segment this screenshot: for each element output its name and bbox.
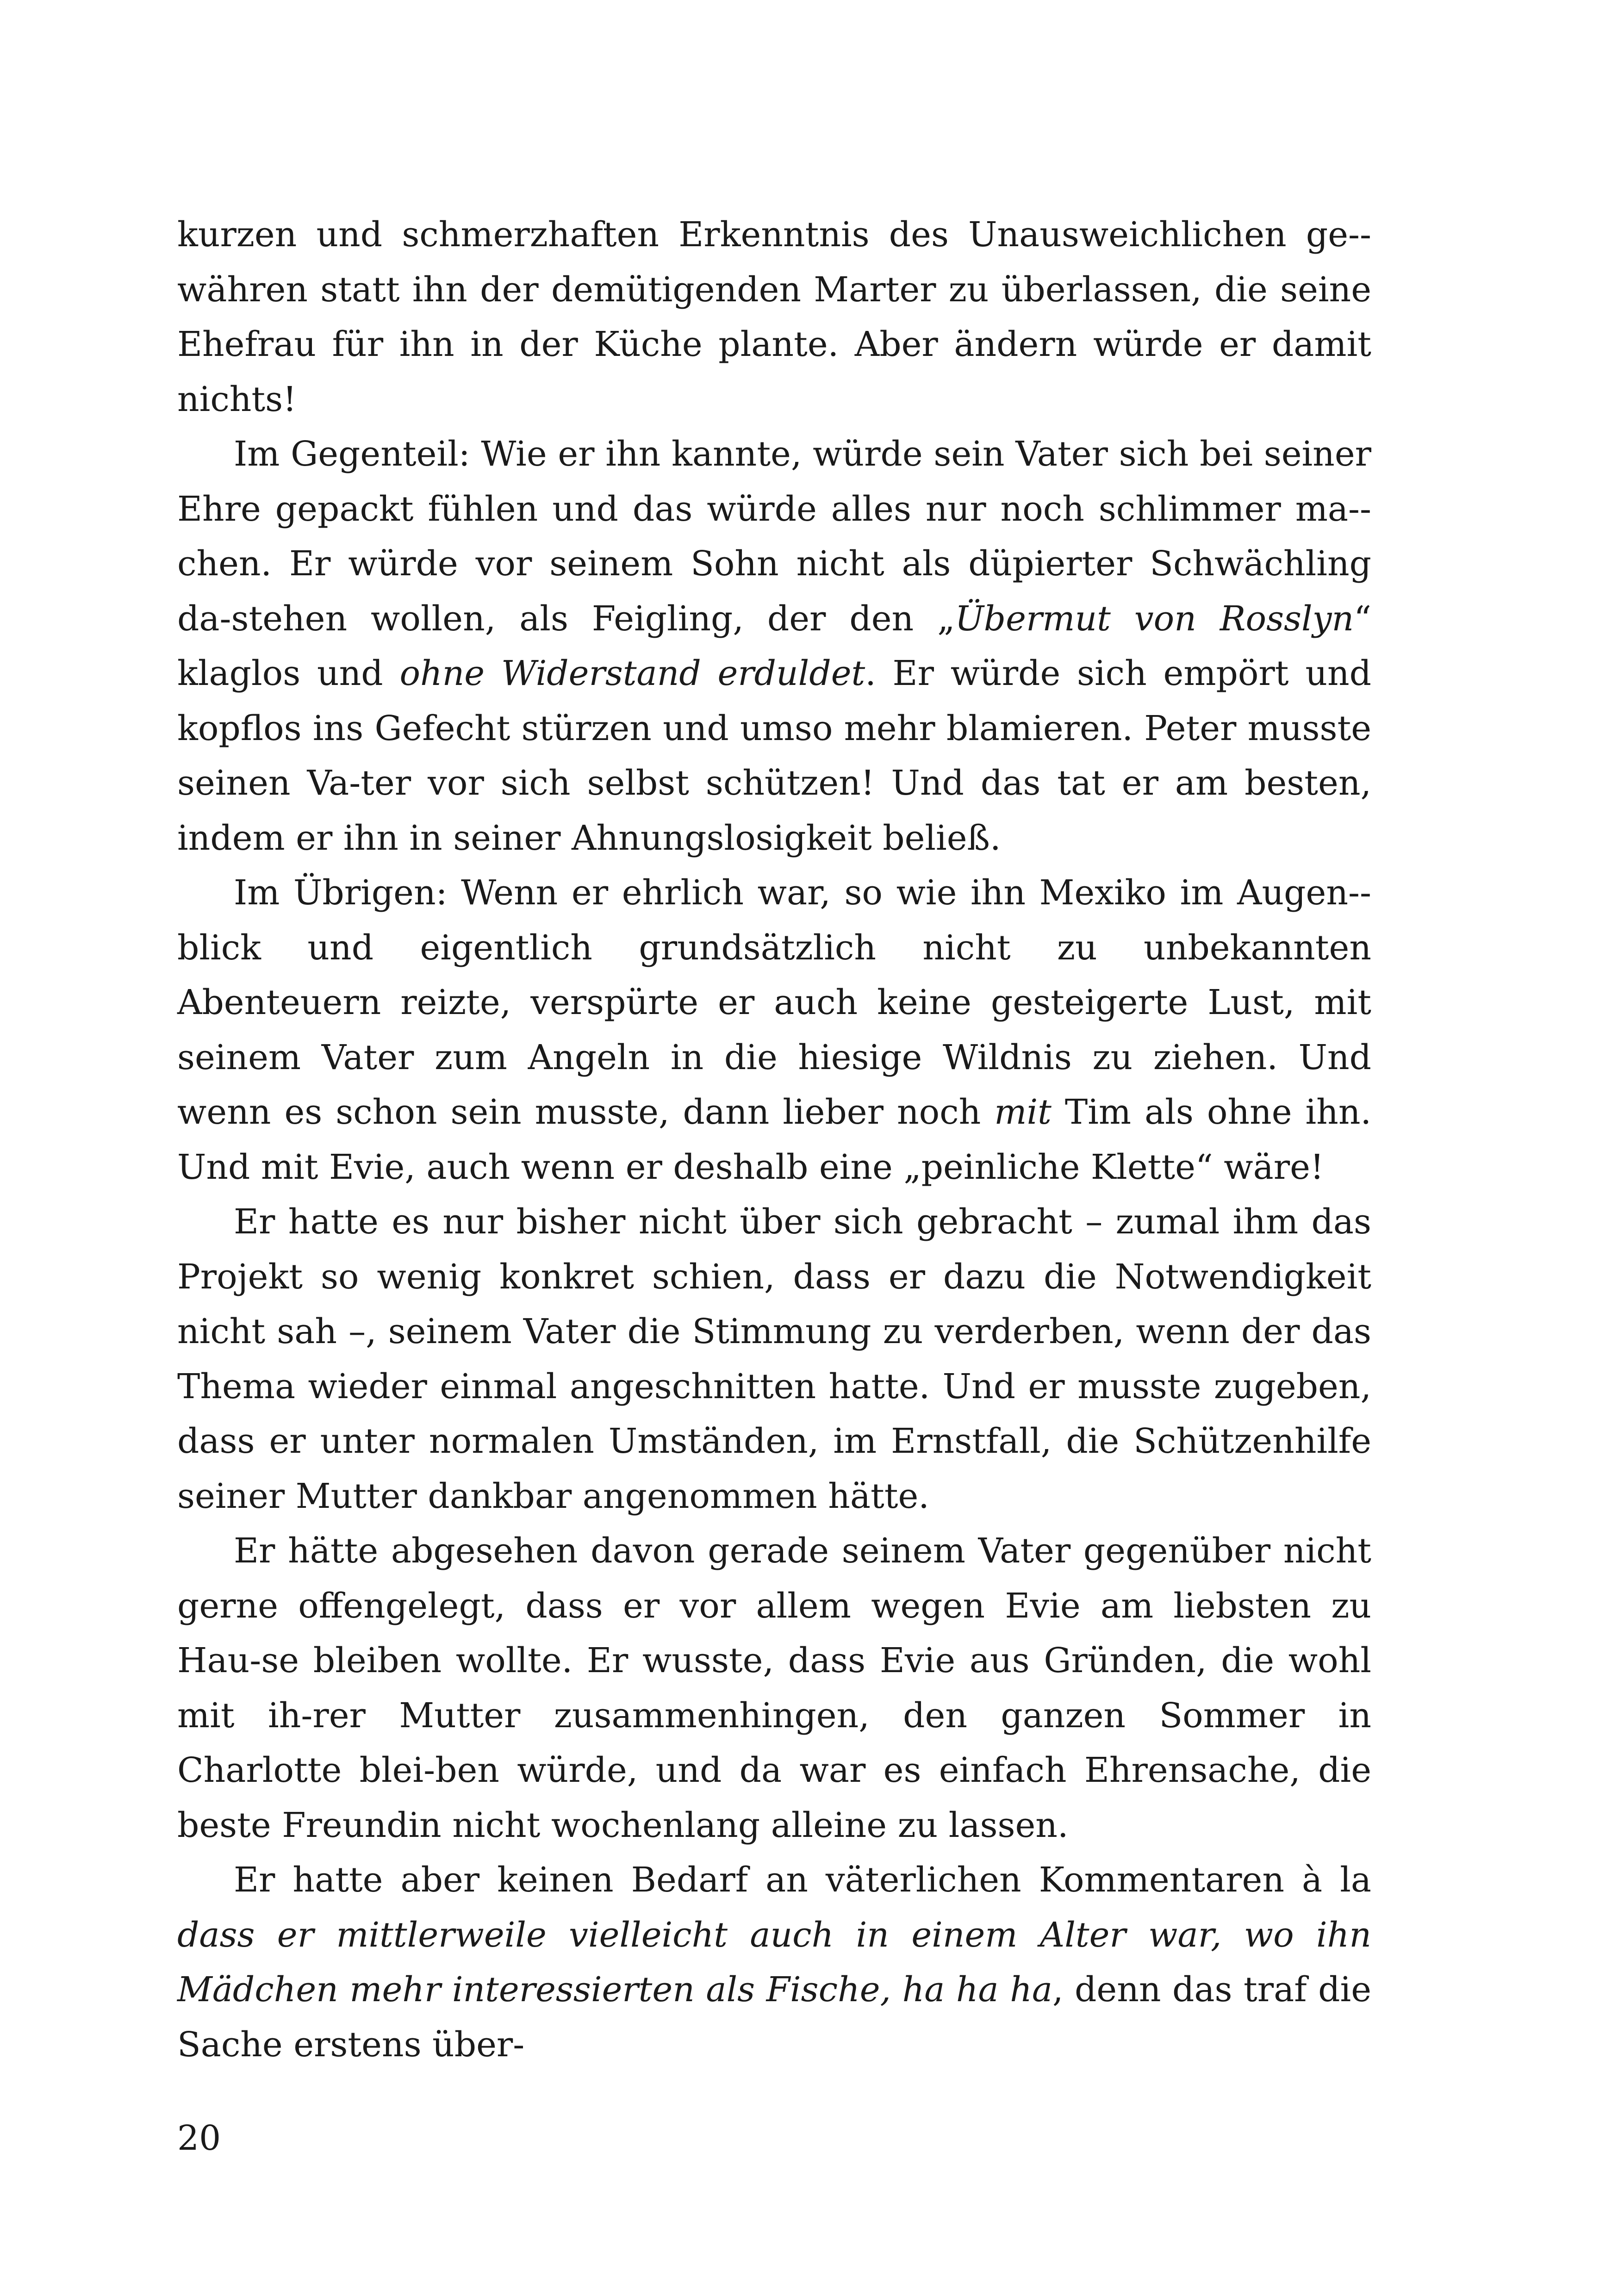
italic-run: Übermut von Rosslyn [955, 598, 1354, 639]
italic-run: ohne Widerstand erduldet [399, 653, 865, 693]
italic-run: mit [994, 1092, 1052, 1132]
text-run: kurzen und schmerzhaften Erkenntnis des Unausweichlichen ge-währen statt ihn der demütigenden Marter zu überlassen, die seine Ehefrau für ihn in der Küche plante. Aber ändern würde er damit nichts! [177, 215, 1371, 419]
paragraph [177, 427, 1371, 865]
paragraph [177, 865, 1371, 1195]
paragraph [177, 1853, 1371, 2072]
italic-run: dass er mittlerweile vielleicht auch in einem Alter war, wo ihn Mädchen mehr interessierten als Fische, ha ha ha [177, 1915, 1371, 2010]
paragraph [177, 1524, 1371, 1853]
text-run: Er hatte aber keinen Bedarf an väterlichen Kommentaren à la [234, 1860, 1371, 1900]
text-run: Im Gegenteil: Wie er ihn kannte, würde sein Vater sich bei seiner Ehre gepackt fühlen und das würde alles nur noch schlimmer ma-chen. Er würde vor seinem Sohn nicht als düpierter Schwächling da-stehen wollen, als Feigling, der den „ [177, 434, 1371, 639]
paragraph [177, 207, 1371, 427]
text-run: Er hätte abgesehen davon gerade seinem Vater gegenüber nicht gerne offengelegt, dass er vor allem wegen Evie am liebsten zu Hau-se bleiben wollte. Er wusste, dass Evie aus Gründen, die wohl mit ih-rer Mutter zusammenhingen, den ganzen Sommer in Charlotte blei-ben würde, und da war es einfach Ehrensache, die beste Freundin nicht wochenlang alleine zu lassen. [177, 1531, 1371, 1845]
text-run: Tim als ohne ihn. Und mit Evie, auch wenn er deshalb eine „peinliche Klette“ wäre! [177, 1092, 1372, 1187]
body-text [177, 207, 1371, 2072]
text-run: “ klaglos und [177, 598, 1371, 693]
text-run: , denn das traf die Sache erstens über- [177, 1970, 1371, 2065]
text-run: Er hatte es nur bisher nicht über sich gebracht – zumal ihm das Projekt so wenig konkret schien, dass er dazu die Notwendigkeit nicht sah –, seinem Vater die Stimmung zu verderben, wenn der das Thema wieder einmal angeschnitten hatte. Und er musste zugeben, dass er unter normalen Umständen, im Ernstfall, die Schützenhilfe seiner Mutter dankbar angenommen hätte. [177, 1202, 1371, 1516]
text-run: Im Übrigen: Wenn er ehrlich war, so wie ihn Mexiko im Augen-blick und eigentlich grundsätzlich nicht zu unbekannten Abenteuern reizte, verspürte er auch keine gesteigerte Lust, mit seinem Vater zum Angeln in die hiesige Wildnis zu ziehen. Und wenn es schon sein musste, dann lieber noch [177, 873, 1371, 1132]
page-number: 20 [177, 2118, 221, 2158]
paragraph [177, 1195, 1371, 1524]
text-run: . Er würde sich empört und kopflos ins Gefecht stürzen und umso mehr blamieren. Peter musste seinen Va-ter vor sich selbst schützen! Und das tat er am besten, indem er ihn in seiner Ahnungslosigkeit beließ. [177, 653, 1372, 858]
